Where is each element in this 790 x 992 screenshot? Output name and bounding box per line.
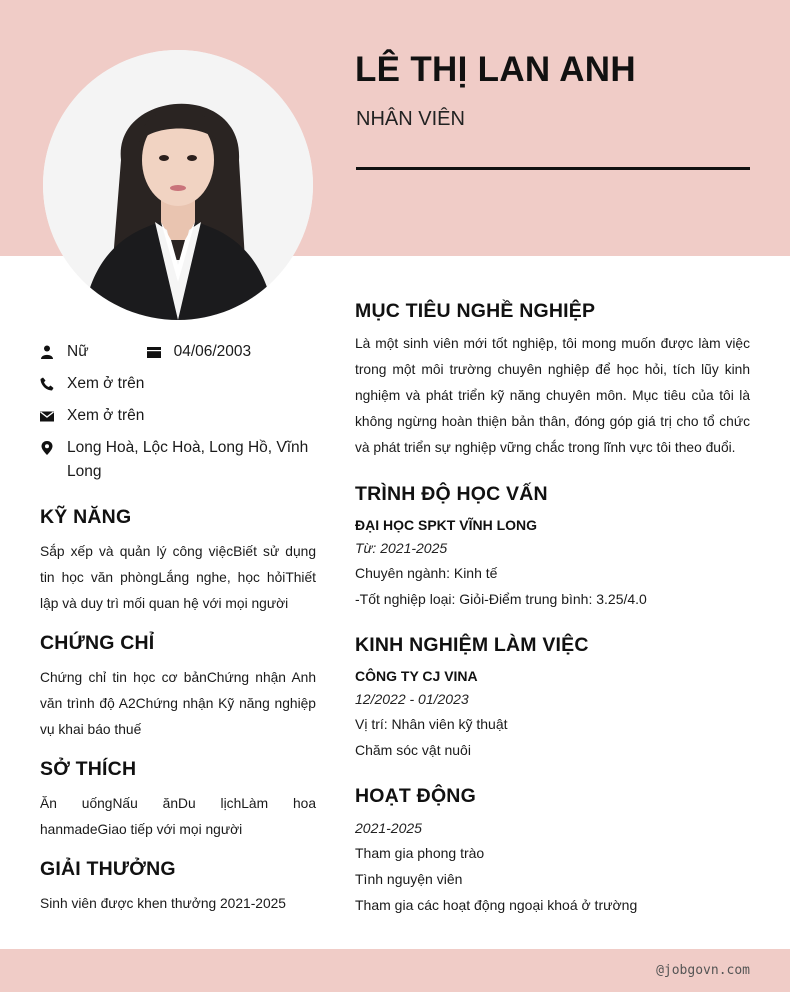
activities-period: 2021-2025 <box>355 820 422 836</box>
right-column <box>355 300 750 940</box>
phone-icon <box>40 377 54 391</box>
phone-value: Xem ở trên <box>67 375 145 392</box>
experience-company: CÔNG TY CJ VINA <box>355 668 478 684</box>
hobbies-text: Ăn uốngNấu ănDu lịchLàm hoa hanmadeGiao tiếp với mọi người <box>40 796 316 837</box>
education-title: TRÌNH ĐỘ HỌC VẤN <box>355 483 548 505</box>
address-row <box>40 436 316 484</box>
education-period: Từ: 2021-2025 <box>355 540 448 556</box>
objective-section <box>355 300 750 461</box>
experience-section <box>355 634 750 763</box>
left-column <box>40 340 316 917</box>
header-divider <box>356 167 750 170</box>
awards-text: Sinh viên được khen thưởng 2021-2025 <box>40 896 286 911</box>
certificates-section <box>40 632 316 743</box>
person-icon <box>40 345 54 359</box>
education-school: ĐẠI HỌC SPKT VĨNH LONG <box>355 517 538 533</box>
awards-section <box>40 858 316 917</box>
hobbies-section <box>40 758 316 843</box>
education-grade: -Tốt nghiệp loại: Giỏi-Điểm trung bình: 3.25/4.0 <box>355 591 647 607</box>
experience-role: Vị trí: Nhân viên kỹ thuật <box>355 716 508 732</box>
avatar <box>43 50 313 320</box>
skills-title: KỸ NĂNG <box>40 506 132 528</box>
activities-title: HOẠT ĐỘNG <box>355 785 476 807</box>
education-major: Chuyên ngành: Kinh tế <box>355 565 498 581</box>
personal-info-row <box>40 340 316 364</box>
activity-item: Tình nguyện viên <box>355 871 463 887</box>
phone-row <box>40 372 316 396</box>
dob-group <box>147 340 252 364</box>
awards-title: GIẢI THƯỞNG <box>40 858 176 880</box>
address-value: Long Hoà, Lộc Hoà, Long Hồ, Vĩnh Long <box>67 439 309 480</box>
certificates-text: Chứng chỉ tin học cơ bảnChứng nhận Anh văn trình độ A2Chứng nhận Kỹ năng nghiệp vụ khai báo thuế <box>40 670 316 737</box>
activities-section <box>355 785 750 918</box>
experience-duty: Chăm sóc vật nuôi <box>355 742 471 758</box>
mail-icon <box>40 409 54 423</box>
footer-watermark: @jobgovn.com <box>656 963 750 978</box>
experience-period: 12/2022 - 01/2023 <box>355 691 469 707</box>
candidate-position: NHÂN VIÊN <box>356 108 465 130</box>
hobbies-title: SỞ THÍCH <box>40 758 137 780</box>
certificates-title: CHỨNG CHỈ <box>40 632 155 654</box>
skills-section <box>40 506 316 617</box>
skills-text: Sắp xếp và quản lý công việcBiết sử dụng tin học văn phòngLắng nghe, học hỏiThiết lập và duy trì mối quan hệ với mọi người <box>40 544 316 611</box>
objective-title: MỤC TIÊU NGHỀ NGHIỆP <box>355 300 596 322</box>
activity-item: Tham gia các hoạt động ngoại khoá ở trường <box>355 897 638 913</box>
education-section <box>355 483 750 612</box>
candidate-name: LÊ THỊ LAN ANH <box>355 50 636 89</box>
email-value: Xem ở trên <box>67 407 145 424</box>
map-pin-icon <box>40 441 54 455</box>
gender-value: Nữ <box>67 343 89 360</box>
avatar-photo <box>43 50 313 320</box>
calendar-icon <box>147 345 161 359</box>
experience-title: KINH NGHIỆM LÀM VIỆC <box>355 634 589 656</box>
dob-value: 04/06/2003 <box>173 343 252 360</box>
email-row <box>40 404 316 428</box>
objective-text: Là một sinh viên mới tốt nghiệp, tôi mong muốn được làm việc trong một môi trường chuyên nghiệp để học hỏi, tích lũy kinh nghiệm và phát triển kỹ năng chuyên môn. Mục tiêu của tôi là không ngừng hoàn thiện bản thân, đóng góp giá trị cho tổ chức và phát triển sự nghiệp vững chắc trong lĩnh vực tôi theo đuổi. <box>355 336 750 455</box>
activity-item: Tham gia phong trào <box>355 845 485 861</box>
